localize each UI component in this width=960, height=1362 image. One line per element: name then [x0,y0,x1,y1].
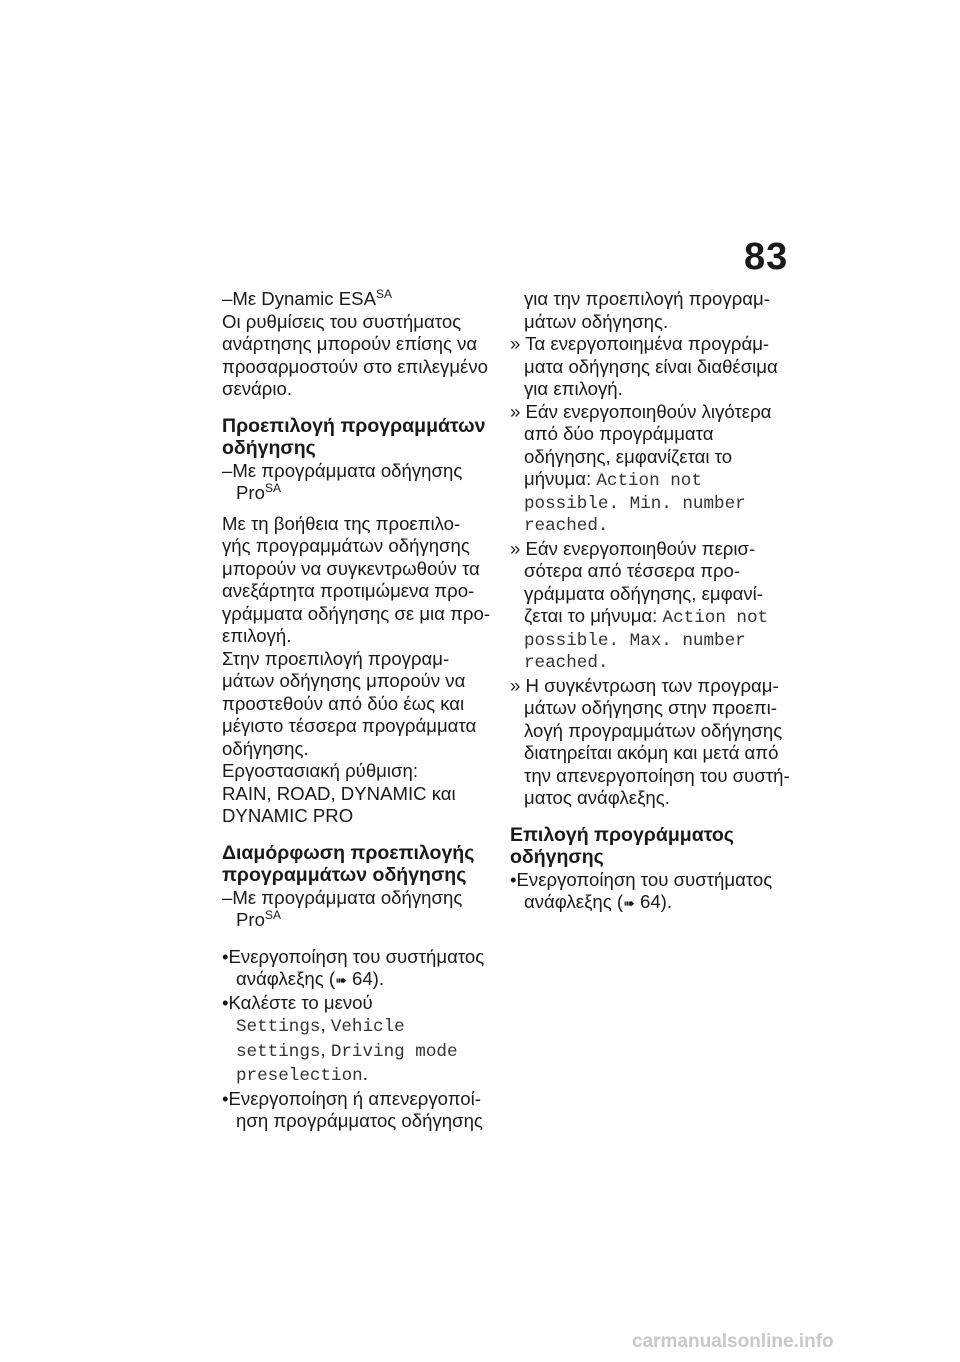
result-item-cont: ματα οδήγησης είναι διαθέσιμα [524,355,778,377]
dash-item-pro: Pro$^{SA}$ [236,908,281,930]
result-item: » Εάν ενεργοποιηθούν περισ- [510,537,756,559]
section-heading: Προεπιλογή προγραμμάτων [222,414,486,437]
result-item-cont: ματος ανάφλεξης. [524,787,670,808]
display-message: possible. Min. number [524,493,746,514]
menu-name: Driving mode [330,1041,458,1062]
section-heading: οδήγησης [510,846,604,868]
bullet-item: •Ενεργοποίηση ή απενεργοποί- [222,1087,481,1109]
paragraph-line: μπορούν να συγκεντρωθούν τα [222,557,480,579]
bullet-item: •Ενεργοποίηση του συστήματος [510,868,773,890]
bullet-item: •Ενεργοποίηση του συστήματος [222,945,485,967]
paragraph-line: γής προγραμμάτων οδήγησης [222,535,470,556]
page-reference-arrow-icon: ➠ [335,972,347,988]
bullet-item: •Καλέστε το μενού [222,991,373,1013]
section-heading: Διαμόρφωση προεπιλογής [222,841,475,864]
right-column [510,288,790,915]
dash-item-driving-modes: –Με προγράμματα οδήγησης [222,886,463,908]
result-item-cont: λογή προγραμμάτων οδήγησης [524,719,783,741]
sa-superscript: SA [264,908,281,922]
paragraph-line: Με τη βοήθεια της προεπιλο- [222,512,461,534]
result-item: » Εάν ενεργοποιηθούν λιγότερα [510,400,772,422]
menu-path-line: preselection. [236,1063,368,1086]
result-item-cont: την απενεργοποίηση του συστή- [524,764,790,786]
display-message: reached. [524,653,609,673]
result-item-cont: για επιλογή. [524,378,623,399]
message-line: μήνυμα: Action not [524,468,702,491]
menu-name: preselection [236,1066,363,1086]
paragraph-line: μάτων οδήγησης μπορούν να [222,670,466,691]
left-column [222,288,502,1133]
result-item-cont: διατηρείται ακόμη και μετά από [524,742,779,763]
menu-path-line: settings, Driving mode [236,1038,458,1062]
sa-superscript: SA [264,481,281,495]
paragraph-line: RAIN, ROAD, DYNAMIC και [222,782,456,804]
section-heading: οδήγησης [222,437,316,459]
paragraph-line: για την προεπιλογή προγραμ- [524,288,770,309]
bullet-item-cont: ανάφλεξης (➠ 64). [236,968,385,989]
section-heading: Επιλογή προγράμματος [510,823,734,846]
paragraph-line: μέγιστο τέσσερα προγράμματα [222,715,477,736]
menu-name: Vehicle [330,1017,405,1037]
watermark: carmanualsonline.info [632,1331,834,1352]
result-item-cont: σότερα από τέσσερα προ- [524,560,741,581]
display-message: reached. [524,516,609,536]
display-message: possible. Max. number [524,630,746,651]
paragraph-line: σενάριο. [222,378,293,399]
result-item-cont: μάτων οδήγησης στην προεπι- [524,697,777,718]
result-item-cont: γράμματα οδήγησης, εμφανί- [524,582,764,604]
paragraph-line: DYNAMIC PRO [222,805,354,826]
message-line: ζεται το μήνυμα: Action not [524,605,769,628]
sa-superscript: SA [375,287,392,301]
paragraph-line: Οι ρυθμίσεις του συστήματος [222,310,462,332]
bullet-item-cont: ηση προγράμματος οδήγησης [236,1110,483,1131]
bullet-item-cont: ανάφλεξης (➠ 64). [524,891,673,912]
section-heading: προγραμμάτων οδήγησης [222,864,467,886]
menu-name: settings [236,1041,321,1062]
display-message: Action not [596,471,702,491]
paragraph-line: μάτων οδήγησης. [524,310,669,332]
paragraph-line: οδήγησης. [222,737,309,759]
result-item: » Η συγκέντρωση των προγραμ- [510,674,779,696]
menu-name: Settings [236,1017,321,1037]
result-item-cont: οδήγησης, εμφανίζεται το [524,445,733,467]
paragraph-line: Εργοστασιακή ρύθμιση: [222,760,418,781]
paragraph-line: επιλογή. [222,625,292,646]
paragraph-line: γράμματα οδήγησης σε μια προ- [222,602,491,624]
dash-item-pro: Pro$^{SA}$ [236,481,281,503]
paragraph-line: Στην προεπιλογή προγραμ- [222,647,450,669]
result-item-cont: από δύο προγράμματα [524,423,714,444]
dash-item-driving-modes: –Με προγράμματα οδήγησης [222,459,463,481]
paragraph-line: ανεξάρτητα προτιμώμενα προ- [222,580,475,601]
page-reference-arrow-icon: ➠ [623,895,635,911]
result-item: » Τα ενεργοποιημένα προγράμ- [510,333,770,354]
paragraph-line: προσαρμοστούν στο επιλεγμένο [222,355,488,377]
display-message: Action not [662,608,769,628]
paragraph-line: ανάρτησης μπορούν επίσης να [222,333,478,354]
paragraph-line: προστεθούν από δύο έως και [222,692,465,714]
dash-item-dynamic-esa: –Με Dynamic $ESA^{SA}$ [222,287,392,309]
page-number: 83 [744,236,789,278]
menu-path-line: Settings, Vehicle [236,1014,405,1037]
